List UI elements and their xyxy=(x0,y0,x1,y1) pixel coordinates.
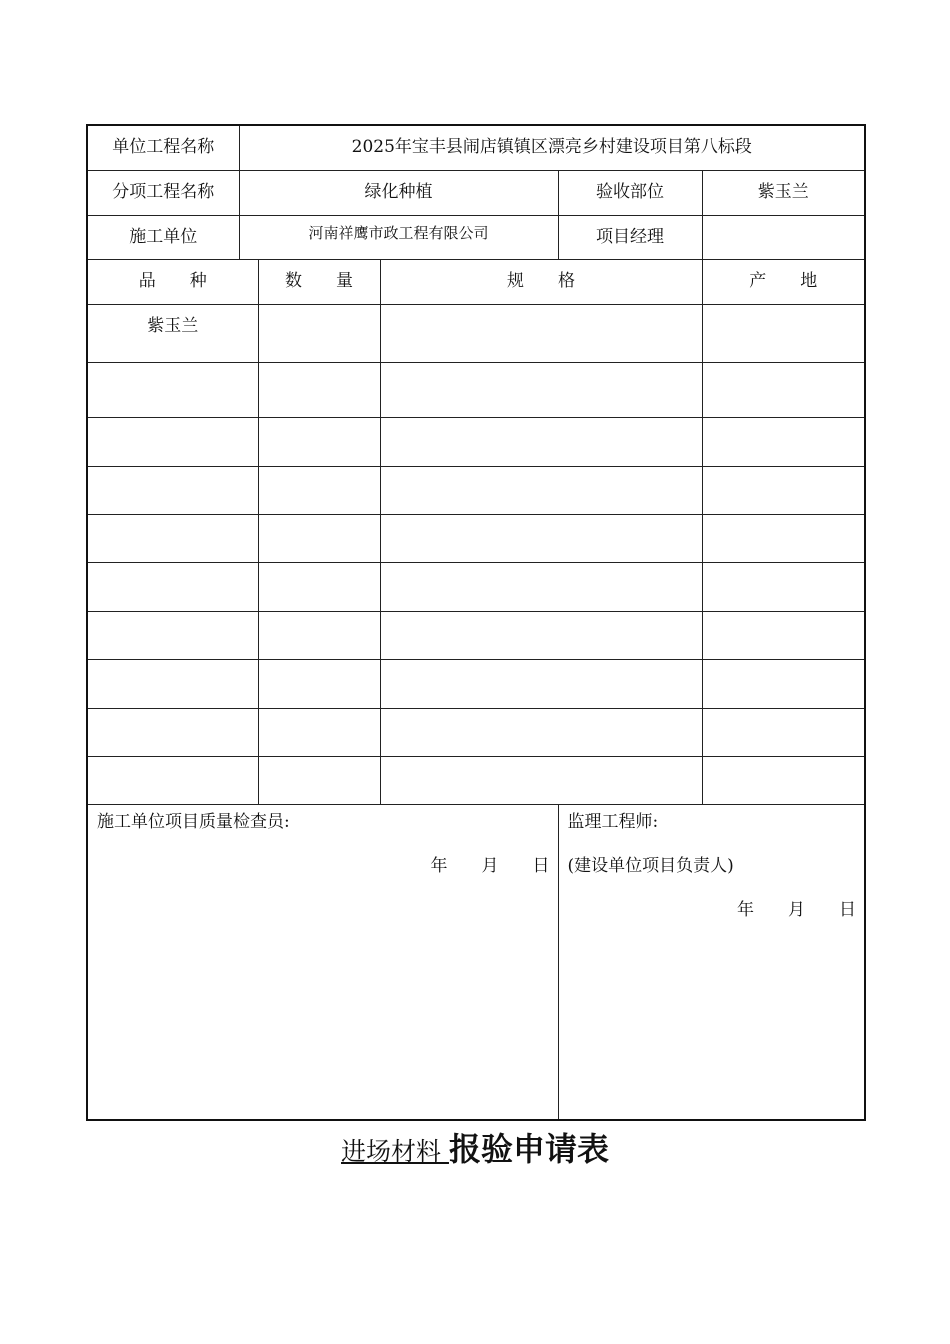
table-cell xyxy=(702,417,865,466)
signature-row xyxy=(87,804,865,1120)
column-header-origin: 产 地 xyxy=(702,259,865,304)
table-cell xyxy=(702,659,865,708)
sub-project-label: 分项工程名称 xyxy=(87,170,239,215)
table-cell xyxy=(380,708,702,756)
table-cell xyxy=(702,562,865,611)
column-header-spec: 规 格 xyxy=(380,259,702,304)
table-row xyxy=(87,562,865,611)
column-header-row xyxy=(87,259,865,304)
table-row xyxy=(87,304,865,362)
document-title-main: 报验申请表 xyxy=(448,1130,609,1168)
sub-project-value: 绿化种植 xyxy=(239,170,558,215)
table-cell xyxy=(87,466,258,514)
inspection-form-table xyxy=(86,124,866,1121)
column-header-quantity: 数 量 xyxy=(258,259,380,304)
document-title-prefix: 进场材料 xyxy=(341,1137,449,1166)
table-row xyxy=(87,611,865,659)
table-cell xyxy=(702,611,865,659)
inspector-label: 施工单位项目质量检查员: xyxy=(97,811,290,832)
table-row xyxy=(87,708,865,756)
table-cell xyxy=(702,708,865,756)
acceptance-part-value: 紫玉兰 xyxy=(702,170,865,215)
table-cell xyxy=(702,514,865,562)
table-cell xyxy=(87,362,258,417)
table-cell xyxy=(258,708,380,756)
table-cell xyxy=(380,756,702,804)
column-header-variety: 品 种 xyxy=(87,259,258,304)
inspector-signature-cell xyxy=(87,804,558,1120)
table-cell xyxy=(258,304,380,362)
table-cell xyxy=(380,417,702,466)
table-cell xyxy=(258,659,380,708)
project-manager-value xyxy=(702,215,865,259)
table-cell xyxy=(258,562,380,611)
table-cell xyxy=(380,466,702,514)
project-manager-label: 项目经理 xyxy=(558,215,702,259)
table-cell xyxy=(702,304,865,362)
table-cell xyxy=(87,514,258,562)
table-row xyxy=(87,514,865,562)
supervisor-signature-cell xyxy=(558,804,865,1120)
construction-unit-label: 施工单位 xyxy=(87,215,239,259)
table-cell xyxy=(380,562,702,611)
table-row xyxy=(87,466,865,514)
owner-label: (建设单位项目负责人) xyxy=(567,855,734,876)
table-cell xyxy=(380,362,702,417)
table-cell xyxy=(87,659,258,708)
table-row xyxy=(87,756,865,804)
table-cell xyxy=(702,362,865,417)
table-cell xyxy=(702,756,865,804)
table-cell: 紫玉兰 xyxy=(87,304,258,362)
table-cell xyxy=(258,756,380,804)
table-cell xyxy=(258,611,380,659)
table-cell xyxy=(258,362,380,417)
table-row xyxy=(87,362,865,417)
table-cell xyxy=(258,466,380,514)
table-cell xyxy=(380,514,702,562)
table-cell xyxy=(258,417,380,466)
table-cell xyxy=(87,756,258,804)
table-cell xyxy=(702,466,865,514)
document-title xyxy=(0,1124,950,1170)
supervisor-date: 年 月 日 xyxy=(737,899,857,920)
table-cell xyxy=(87,417,258,466)
unit-project-value: 2025年宝丰县闹店镇镇区漂亮乡村建设项目第八标段 xyxy=(239,125,865,170)
table-row xyxy=(87,417,865,466)
unit-project-label: 单位工程名称 xyxy=(87,125,239,170)
table-cell xyxy=(87,562,258,611)
table-cell xyxy=(380,611,702,659)
table-cell xyxy=(380,659,702,708)
table-cell xyxy=(87,611,258,659)
inspector-date: 年 月 日 xyxy=(430,855,550,876)
table-cell xyxy=(258,514,380,562)
table-cell xyxy=(87,708,258,756)
acceptance-part-label: 验收部位 xyxy=(558,170,702,215)
supervisor-label: 监理工程师: xyxy=(567,811,659,832)
table-row xyxy=(87,659,865,708)
construction-unit-value: 河南祥鹰市政工程有限公司 xyxy=(239,215,558,259)
table-cell xyxy=(380,304,702,362)
